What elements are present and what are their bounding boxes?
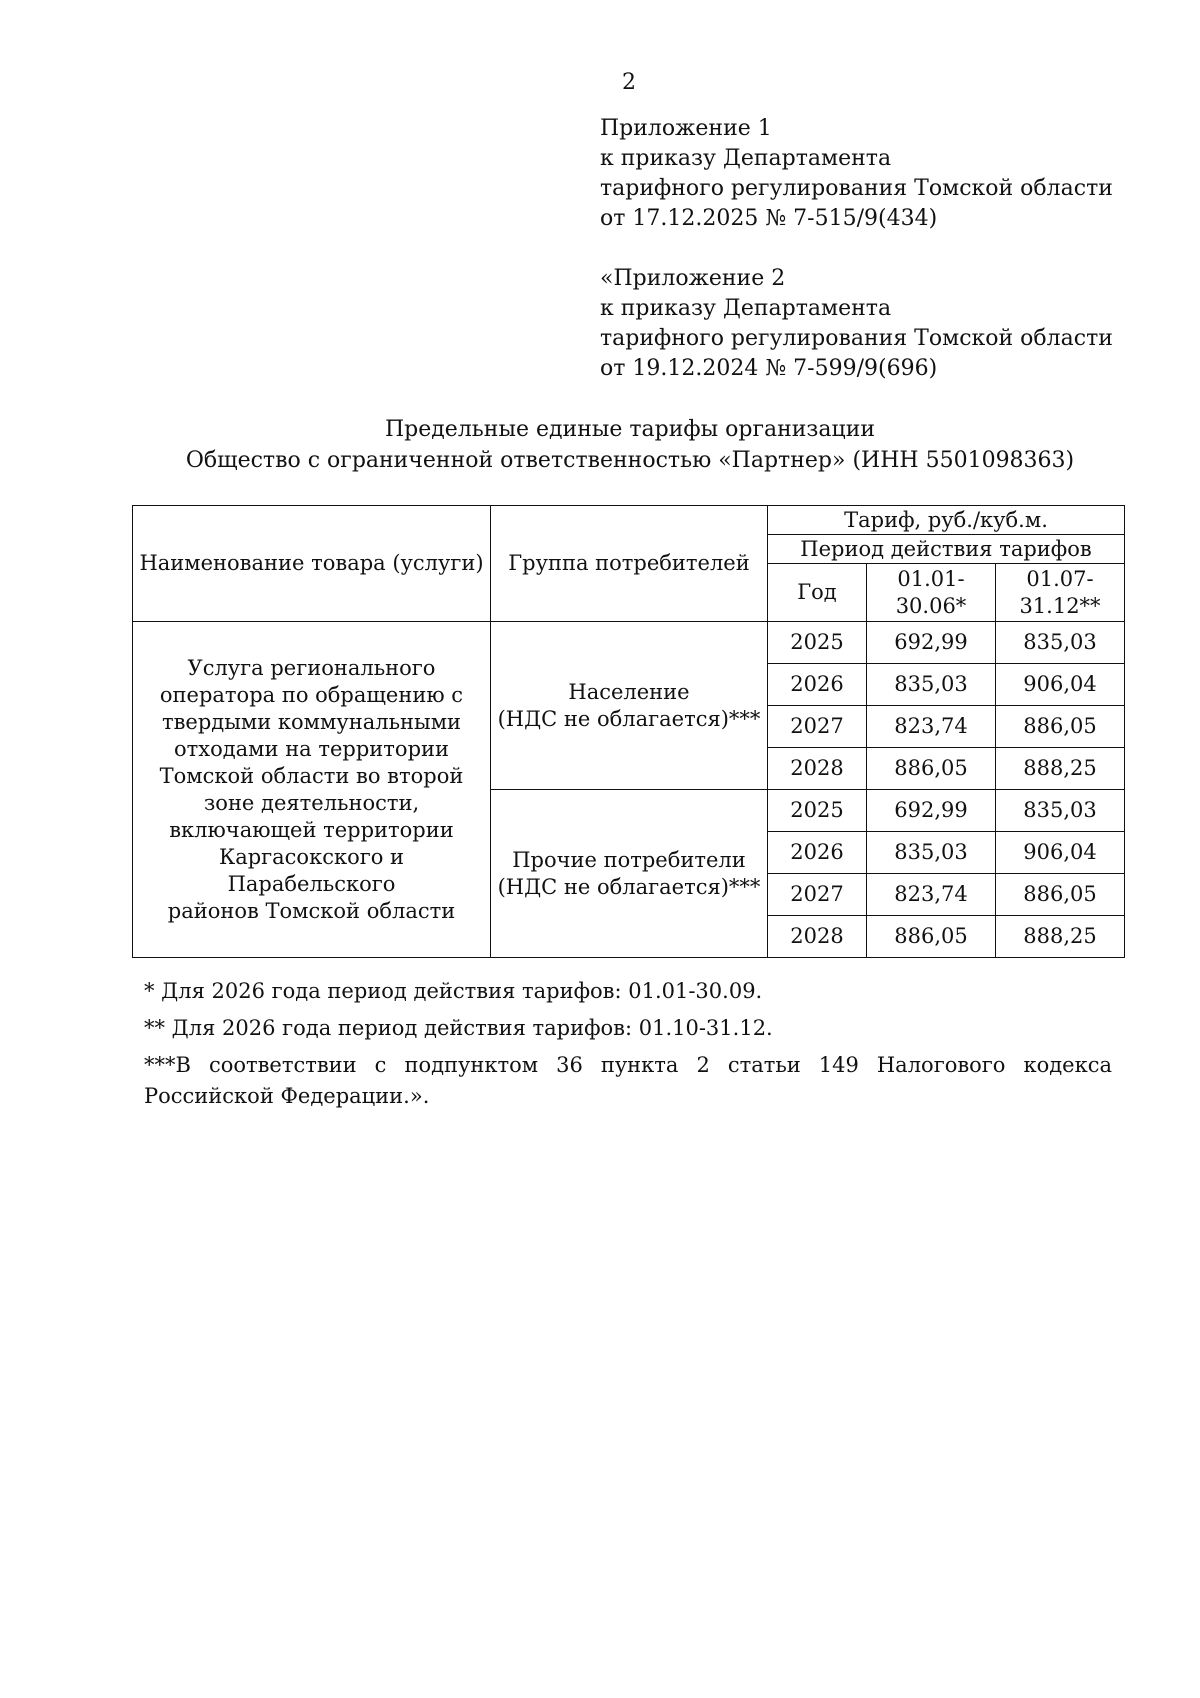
year-cell: 2025 [768, 790, 867, 832]
value-cell: 835,03 [996, 790, 1125, 832]
title-line-1: Предельные единые тарифы организации [384, 417, 876, 442]
header-group: Группа потребителей [491, 506, 768, 622]
header-name: Наименование товара (услуги) [133, 506, 491, 622]
appendix-2-header [600, 264, 1113, 384]
value-cell: 823,74 [867, 874, 996, 916]
appendix-2-line-4: от 19.12.2024 № 7-599/9(696) [600, 356, 938, 381]
value-cell: 886,05 [867, 748, 996, 790]
value-cell: 886,05 [996, 706, 1125, 748]
appendix-2-line-2: к приказу Департамента [600, 296, 892, 321]
appendix-1-line-4: от 17.12.2025 № 7-515/9(434) [600, 206, 938, 231]
value-cell: 835,03 [867, 832, 996, 874]
table-row [133, 622, 1125, 664]
tariff-table [132, 505, 1125, 958]
header-period: Период действия тарифов [768, 535, 1125, 564]
year-cell: 2026 [768, 664, 867, 706]
appendix-2-line-3: тарифного регулирования Томской области [600, 326, 1113, 351]
value-cell: 835,03 [996, 622, 1125, 664]
value-cell: 886,05 [867, 916, 996, 958]
footnote-2: ** Для 2026 года период действия тарифов: 01.10-31.12. [144, 1016, 773, 1040]
group-cell: Население (НДС не облагается)*** [491, 622, 768, 790]
value-cell: 906,04 [996, 664, 1125, 706]
value-cell: 886,05 [996, 874, 1125, 916]
value-cell: 906,04 [996, 832, 1125, 874]
value-cell: 888,25 [996, 916, 1125, 958]
year-cell: 2026 [768, 832, 867, 874]
header-period-1: 01.01- 30.06* [867, 564, 996, 622]
service-name-cell: Услуга регионального оператора по обращению с твердыми коммунальными отходами на территории Томской области во второй зоне деятельности, включающей территории Каргасокского и Парабельского районов Томской области [133, 622, 491, 958]
value-cell: 692,99 [867, 790, 996, 832]
group-cell: Прочие потребители (НДС не облагается)*** [491, 790, 768, 958]
footnote-1: * Для 2026 года период действия тарифов: 01.01-30.09. [144, 979, 763, 1003]
year-cell: 2028 [768, 748, 867, 790]
header-tariff: Тариф, руб./куб.м. [768, 506, 1125, 535]
appendix-1-line-3: тарифного регулирования Томской области [600, 176, 1113, 201]
header-row [133, 506, 1125, 535]
header-period-2: 01.07- 31.12** [996, 564, 1125, 622]
header-year: Год [768, 564, 867, 622]
appendix-1-line-2: к приказу Департамента [600, 146, 892, 171]
value-cell: 692,99 [867, 622, 996, 664]
year-cell: 2027 [768, 706, 867, 748]
year-cell: 2025 [768, 622, 867, 664]
appendix-2-line-1: «Приложение 2 [600, 266, 786, 291]
document-title [0, 414, 1200, 476]
appendix-1-header [600, 114, 1113, 234]
footnotes [144, 976, 1112, 1118]
footnote-3: ***В соответствии с подпунктом 36 пункта 2 статьи 149 Налогового кодекса Российской Федерации.». [144, 1053, 1112, 1108]
value-cell: 835,03 [867, 664, 996, 706]
title-line-2: Общество с ограниченной ответственностью «Партнер» (ИНН 5501098363) [185, 448, 1075, 473]
page-number: 2 [622, 70, 636, 95]
value-cell: 823,74 [867, 706, 996, 748]
year-cell: 2028 [768, 916, 867, 958]
appendix-1-line-1: Приложение 1 [600, 116, 772, 141]
year-cell: 2027 [768, 874, 867, 916]
value-cell: 888,25 [996, 748, 1125, 790]
